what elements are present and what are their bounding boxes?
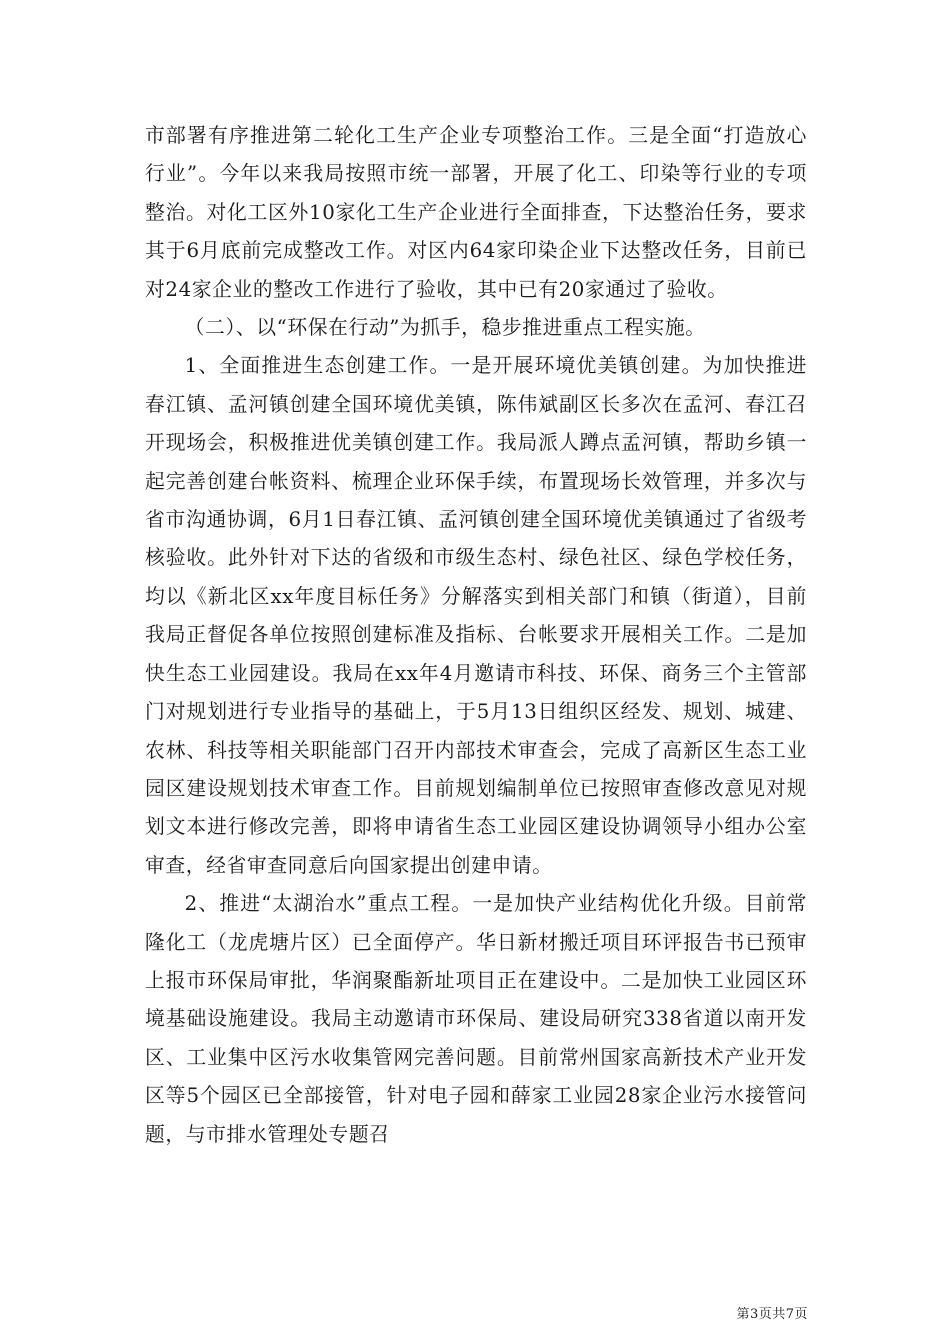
section-heading-2: （二）、以“环保在行动”为抓手，稳步推进重点工程实施。	[184, 316, 706, 340]
page-number: 第3页共7页	[736, 1307, 808, 1322]
paragraph-continuation: 市部署有序推进第二轮化工生产企业专项整治工作。三是全面“打造放心行业”。今年以来我局按照市统一部署，开展了化工、印染等行业的专项整治。对化工区外10家化工生产企业进行全面排查，下达整治任务，要求其于6月底前完成整改工作。对区内64家印染企业下达整改任务，目前已对24家企业的整改工作进行了验收，其中已有20家通过了验收。	[145, 124, 807, 301]
paragraph-taihu-water: 2、推进“太湖治水”重点工程。一是加快产业结构优化升级。目前常隆化工（龙虎塘片区）已全面停产。华日新材搬迁项目环评报告书已预审上报市环保局审批，华润聚酯新址项目正在建设中。二是加快工业园区环境基础设施建设。我局主动邀请市环保局、建设局研究338省道以南开发区、工业集中区污水收集管网完善问题。目前常州国家高新技术产业开发区等5个园区已全部接管，针对电子园和薛家工业园28家企业污水接管问题，与市排水管理处专题召	[145, 892, 807, 1146]
body-text	[145, 117, 807, 1154]
paragraph-ecological-creation: 1、全面推进生态创建工作。一是开展环境优美镇创建。为加快推进春江镇、孟河镇创建全国环境优美镇，陈伟斌副区长多次在孟河、春江召开现场会，积极推进优美镇创建工作。我局派人蹲点孟河镇，帮助乡镇一起完善创建台帐资料、梳理企业环保手续，布置现场长效管理，并多次与省市沟通协调，6月1日春江镇、孟河镇创建全国环境优美镇通过了省级考核验收。此外针对下达的省级和市级生态村、绿色社区、绿色学校任务，均以《新北区xx年度目标任务》分解落实到相关部门和镇（街道），目前我局正督促各单位按照创建标准及指标、台帐要求开展相关工作。二是加快生态工业园建设。我局在xx年4月邀请市科技、环保、商务三个主管部门对规划进行专业指导的基础上，于5月13日组织区经发、规划、城建、农林、科技等相关职能部门召开内部技术审查会，完成了高新区生态工业园区建设规划技术审查工作。目前规划编制单位已按照审查修改意见对规划文本进行修改完善，即将申请省生态工业园区建设协调领导小组办公室审查，经省审查同意后向国家提出创建申请。	[145, 354, 807, 877]
